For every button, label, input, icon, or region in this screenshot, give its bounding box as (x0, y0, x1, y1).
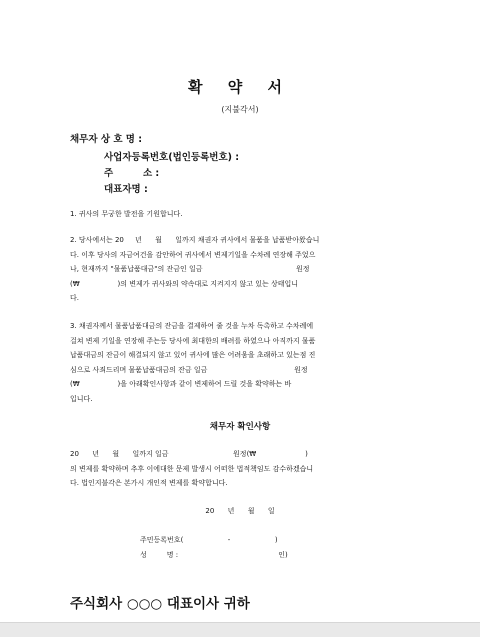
document-title: 확 약 서 (188, 78, 292, 96)
clause-3-line: 입니다. (70, 394, 93, 403)
clause-3 (70, 319, 415, 406)
clause-2-line: 다. 이후 당사의 자금여건을 감안하여 귀사에서 변제기일을 수차례 연장해 주었으 (70, 250, 316, 259)
addressee: 주식회사 ○○○ 대표이사 귀하 (70, 596, 250, 612)
clause-2-line: (₩ )의 변제가 귀사와의 약속대로 지켜지지 않고 있는 상태입니 (70, 279, 299, 288)
clause-3-line: 납품대금의 잔금이 해결되지 않고 있어 귀사에 많은 어려움을 초래하고 있는점 진 (70, 351, 316, 359)
signature-date: 20 년 월 일 (205, 507, 275, 515)
name-field: 성 명 : 인) (140, 551, 288, 559)
confirmation-line: 20 년 월 일까지 일금 원정(₩ ) (70, 450, 308, 458)
clause-3-line: 3. 채권자께서 물품납품대금의 잔금을 결제하여 줄 것을 누차 독촉하고 수차례에 (70, 322, 314, 330)
document-subtitle: (지불각서) (221, 105, 259, 114)
clause-3-line: 심으로 사죄드리며 물품납품대금의 잔금 일금 원정 (70, 365, 308, 374)
clause-3-line: 걸쳐 변제 기일을 연장해 주는등 당사에 최대한의 배려를 하였으나 아직까지 물품 (70, 336, 316, 345)
viewer-bottom-strip (0, 622, 480, 637)
debtor-company-label: 채무자 상 호 명 : (70, 134, 143, 145)
business-number-label: 사업자등록번호(법인등록번호) : (104, 152, 240, 163)
clause-1: 1. 귀사의 무궁한 발전을 기원합니다. (70, 210, 183, 218)
confirmation-body (70, 447, 415, 491)
clause-2 (70, 233, 415, 306)
clause-2-line: 2. 당사에서는 20 년 월 일까지 채권자 귀사에서 물품을 납품받아왔습니 (70, 236, 320, 244)
clause-2-line: 다. (70, 294, 79, 302)
address-label: 주 소 : (104, 168, 160, 179)
id-number-field: 주민등록번호( - ) (140, 536, 278, 544)
confirmation-line: 의 변제를 확약하며 추후 이에대한 문제 발생시 어떠한 법적책임도 감수하겠습니 (70, 464, 314, 473)
clause-2-line: 나, 현재까지 "물품납품대금"의 잔금인 일금 원정 (70, 265, 310, 273)
confirmation-line: 다. 법인지불각은 본가시 개인적 변제를 확약합니다. (70, 479, 228, 487)
clause-3-line: (₩ )을 아래확인사항과 같이 변제하여 드릴 것을 확약하는 바 (70, 380, 292, 388)
representative-label: 대표자명 : (104, 184, 148, 195)
confirmation-heading: 채무자 확인사항 (209, 422, 271, 432)
